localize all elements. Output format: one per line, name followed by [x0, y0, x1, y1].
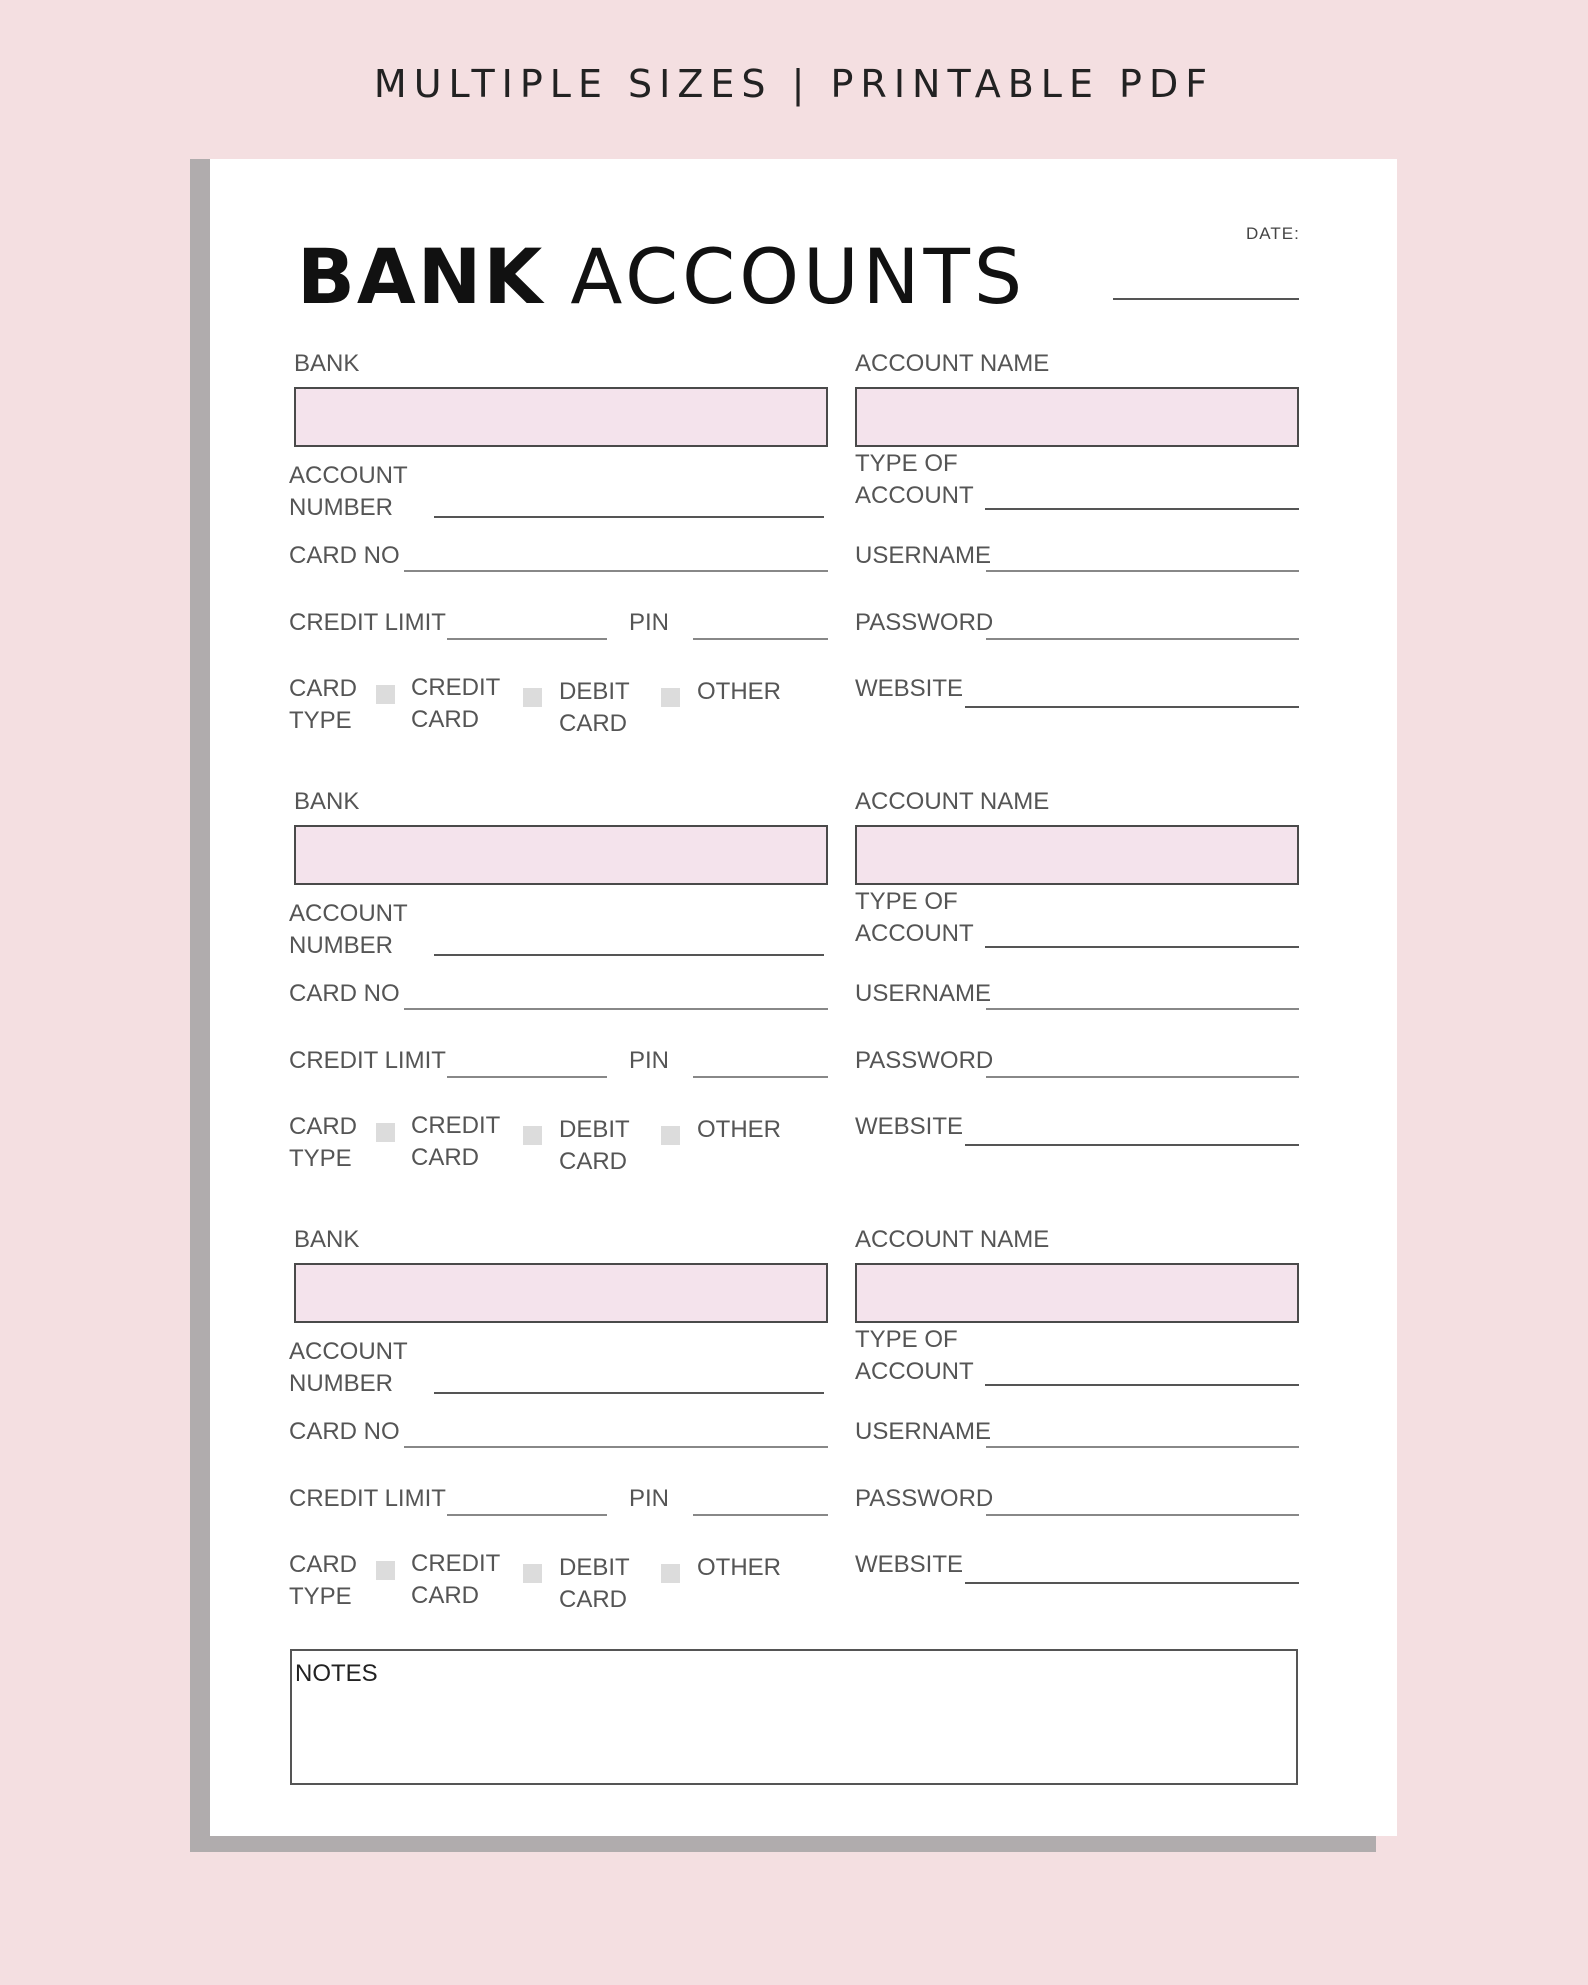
account-number-label-line1: ACCOUNT: [289, 900, 408, 927]
website-field[interactable]: [965, 1582, 1299, 1584]
credit-card-checkbox[interactable]: [376, 1123, 395, 1142]
credit-card-label-line2: CARD: [411, 1144, 480, 1171]
type-of-account-label-line2: ACCOUNT: [855, 482, 974, 509]
card-type-label-line1: CARD: [289, 1551, 358, 1578]
credit-card-label-line2: CARD: [411, 706, 480, 733]
account-number-label-line2: NUMBER: [289, 1370, 394, 1397]
type-of-account-label: [855, 1324, 995, 1388]
debit-card-label-line1: DEBIT: [559, 1554, 630, 1581]
password-label: PASSWORD: [855, 1485, 994, 1512]
credit-limit-field[interactable]: [447, 1076, 607, 1078]
credit-limit-field[interactable]: [447, 638, 607, 640]
username-field[interactable]: [986, 1008, 1299, 1010]
type-of-account-field[interactable]: [985, 946, 1299, 948]
account-section-3: [210, 1224, 1397, 1664]
notes-label: NOTES: [295, 1660, 378, 1687]
banner-text: MULTIPLE SIZES | PRINTABLE PDF: [373, 62, 1215, 106]
pin-field[interactable]: [693, 1514, 828, 1516]
account-number-label-line2: NUMBER: [289, 932, 394, 959]
credit-limit-field[interactable]: [447, 1514, 607, 1516]
card-type-label-line2: TYPE: [289, 1145, 352, 1172]
pin-field[interactable]: [693, 638, 828, 640]
debit-card-label: [559, 676, 699, 740]
debit-card-label: [559, 1114, 699, 1178]
pin-label: PIN: [629, 1047, 670, 1074]
bank-field[interactable]: [294, 387, 828, 447]
card-no-field[interactable]: [404, 1008, 828, 1010]
pin-label: PIN: [629, 1485, 670, 1512]
debit-card-label-line2: CARD: [559, 1586, 628, 1613]
account-section-1: [210, 348, 1397, 788]
account-number-field[interactable]: [434, 516, 824, 518]
card-type-label-line1: CARD: [289, 675, 358, 702]
type-of-account-label-line1: TYPE OF: [855, 450, 958, 477]
bank-label: BANK: [294, 1226, 360, 1253]
other-label: OTHER: [697, 1116, 781, 1143]
type-of-account-label-line1: TYPE OF: [855, 1326, 958, 1353]
account-name-label: ACCOUNT NAME: [855, 788, 1050, 815]
card-no-label: CARD NO: [289, 542, 400, 569]
card-type-label-line1: CARD: [289, 1113, 358, 1140]
title-bold: BANK: [297, 232, 545, 321]
account-name-field[interactable]: [855, 387, 1299, 447]
credit-card-label-line1: CREDIT: [411, 1550, 501, 1577]
credit-limit-label: CREDIT LIMIT: [289, 1485, 446, 1512]
pin-field[interactable]: [693, 1076, 828, 1078]
website-label: WEBSITE: [855, 675, 964, 702]
pin-label: PIN: [629, 609, 670, 636]
credit-limit-label: CREDIT LIMIT: [289, 609, 446, 636]
card-type-label: [289, 1549, 429, 1613]
other-checkbox[interactable]: [661, 688, 680, 707]
account-number-field[interactable]: [434, 1392, 824, 1394]
type-of-account-label: [855, 886, 995, 950]
date-field[interactable]: [1113, 298, 1299, 300]
card-no-field[interactable]: [404, 1446, 828, 1448]
username-field[interactable]: [986, 1446, 1299, 1448]
card-type-label-line2: TYPE: [289, 1583, 352, 1610]
debit-card-checkbox[interactable]: [523, 1564, 542, 1583]
debit-card-checkbox[interactable]: [523, 1126, 542, 1145]
debit-card-label-line1: DEBIT: [559, 1116, 630, 1143]
password-label: PASSWORD: [855, 1047, 994, 1074]
account-number-label-line1: ACCOUNT: [289, 462, 408, 489]
debit-card-label-line1: DEBIT: [559, 678, 630, 705]
debit-card-label-line2: CARD: [559, 710, 628, 737]
account-name-field[interactable]: [855, 1263, 1299, 1323]
other-checkbox[interactable]: [661, 1564, 680, 1583]
account-name-label: ACCOUNT NAME: [855, 350, 1050, 377]
username-label: USERNAME: [855, 542, 992, 569]
account-number-label-line1: ACCOUNT: [289, 1338, 408, 1365]
planner-sheet: [210, 159, 1397, 1836]
username-field[interactable]: [986, 570, 1299, 572]
bank-label: BANK: [294, 788, 360, 815]
card-no-label: CARD NO: [289, 980, 400, 1007]
type-of-account-label-line2: ACCOUNT: [855, 1358, 974, 1385]
bank-field[interactable]: [294, 825, 828, 885]
username-label: USERNAME: [855, 980, 992, 1007]
account-number-field[interactable]: [434, 954, 824, 956]
credit-card-checkbox[interactable]: [376, 1561, 395, 1580]
password-field[interactable]: [986, 1076, 1299, 1078]
account-number-label: [289, 1336, 429, 1400]
account-section-2: [210, 786, 1397, 1226]
card-type-label: [289, 1111, 429, 1175]
card-type-label: [289, 673, 429, 737]
debit-card-label-line2: CARD: [559, 1148, 628, 1175]
bank-label: BANK: [294, 350, 360, 377]
account-number-label-line2: NUMBER: [289, 494, 394, 521]
notes-box[interactable]: [290, 1649, 1298, 1785]
account-number-label: [289, 460, 429, 524]
credit-card-checkbox[interactable]: [376, 685, 395, 704]
card-no-label: CARD NO: [289, 1418, 400, 1445]
password-label: PASSWORD: [855, 609, 994, 636]
account-name-field[interactable]: [855, 825, 1299, 885]
username-label: USERNAME: [855, 1418, 992, 1445]
password-field[interactable]: [986, 638, 1299, 640]
credit-limit-label: CREDIT LIMIT: [289, 1047, 446, 1074]
account-number-label: [289, 898, 429, 962]
other-label: OTHER: [697, 1554, 781, 1581]
website-field[interactable]: [965, 706, 1299, 708]
account-name-label: ACCOUNT NAME: [855, 1226, 1050, 1253]
date-label: DATE:: [1246, 224, 1300, 243]
type-of-account-label-line2: ACCOUNT: [855, 920, 974, 947]
website-label: WEBSITE: [855, 1551, 964, 1578]
other-label: OTHER: [697, 678, 781, 705]
type-of-account-field[interactable]: [985, 508, 1299, 510]
debit-card-checkbox[interactable]: [523, 688, 542, 707]
bank-field[interactable]: [294, 1263, 828, 1323]
card-type-label-line2: TYPE: [289, 707, 352, 734]
debit-card-label: [559, 1552, 699, 1616]
other-checkbox[interactable]: [661, 1126, 680, 1145]
title-light: ACCOUNTS: [570, 232, 1027, 321]
password-field[interactable]: [986, 1514, 1299, 1516]
type-of-account-field[interactable]: [985, 1384, 1299, 1386]
credit-card-label-line1: CREDIT: [411, 1112, 501, 1139]
card-no-field[interactable]: [404, 570, 828, 572]
credit-card-label-line1: CREDIT: [411, 674, 501, 701]
type-of-account-label-line1: TYPE OF: [855, 888, 958, 915]
page-title: [297, 232, 1026, 321]
website-field[interactable]: [965, 1144, 1299, 1146]
type-of-account-label: [855, 448, 995, 512]
credit-card-label-line2: CARD: [411, 1582, 480, 1609]
website-label: WEBSITE: [855, 1113, 964, 1140]
